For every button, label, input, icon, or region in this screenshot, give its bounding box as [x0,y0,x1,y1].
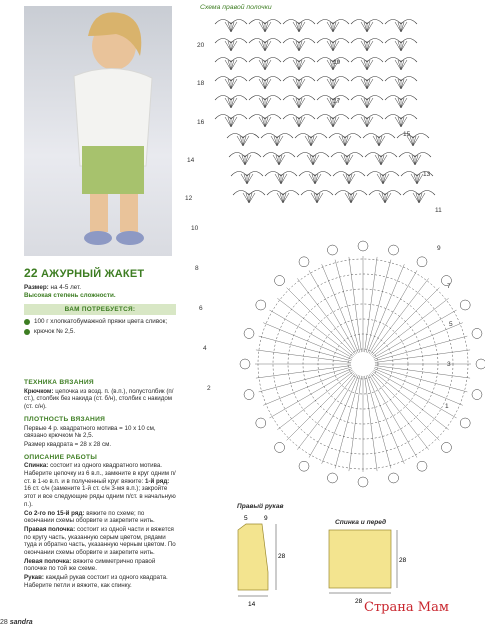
motif-picot [358,477,368,487]
technique-header: ТЕХНИКА ВЯЗАНИЯ [24,379,94,386]
stitch-mark [367,22,373,32]
materials-header: ВАМ ПОТРЕБУЕТСЯ: [24,304,176,315]
motif-stitch [322,375,359,464]
instructions [24,374,176,590]
material-item: крючок № 2,5. [24,328,176,336]
stitch-mark [395,117,401,127]
stitch-mark [277,136,283,146]
row-number: 6 [199,305,203,312]
bullet-icon [24,329,30,335]
stitch-mark [259,60,265,70]
stitch-mark [299,79,305,89]
stitch-mark [259,79,265,89]
row-number: 1 [445,403,449,410]
stitch-mark [245,155,251,165]
stitch-mark [415,155,421,165]
row-number: 14 [187,157,195,164]
motif-picot [275,442,285,452]
motif-picot [240,359,250,369]
row-number: 11 [435,207,442,214]
site-watermark: Страна Мам [364,600,449,615]
motif-stitch [365,257,378,352]
stitch-mark [411,174,417,184]
stitch-mark [401,41,407,51]
stitch-mark [395,98,401,108]
stitch-mark [277,193,283,203]
motif-stitch [368,264,405,353]
stitch-mark [395,22,401,32]
stitch-mark [401,22,407,32]
stitch-mark [361,98,367,108]
motif-stitch [375,336,468,361]
motif-picot [299,461,309,471]
stitch-mark [395,60,401,70]
stitch-mark [299,117,305,127]
motif-picot [244,328,254,338]
stitch-mark [225,41,231,51]
motif-picot [472,328,482,338]
row-number: 10 [191,225,199,232]
stitch-mark [293,60,299,70]
stitch-mark [225,98,231,108]
motif-picot [275,276,285,286]
stitch-mark [305,136,311,146]
back-pattern [325,526,415,606]
stitch-mark [339,136,345,146]
stitch-mark [311,193,317,203]
stitch-mark [271,136,277,146]
motif-stitch [366,376,391,469]
stitch-mark [315,174,321,184]
stitch-mark [225,60,231,70]
description-header: ОПИСАНИЕ РАБОТЫ [24,453,98,461]
stitch-mark [259,22,265,32]
bullet-icon [24,319,30,325]
row-number: 5 [449,321,453,328]
back-label: Спинка и перед [335,519,387,526]
motif-picot [389,473,399,483]
stitch-mark [265,98,271,108]
stitch-mark [385,193,391,203]
motif-picot [460,418,470,428]
motif-stitch [365,376,378,471]
sleeve-top-right: 9 [264,515,268,522]
density-header: ПЛОТНОСТЬ ВЯЗАНИЯ [24,415,106,423]
motif-stitch [368,375,405,464]
stitch-mark [273,155,279,165]
stitch-mark [259,41,265,51]
diagram-rows [215,20,435,204]
description-paragraph: Левая полочка: вяжите симметрично правой полочке по той же схеме. [24,557,156,573]
stitch-mark [383,174,389,184]
row-number: 8 [195,265,199,272]
stitch-mark [349,174,355,184]
stitch-mark [413,193,419,203]
stitch-mark [241,174,247,184]
motif-picot [417,461,427,471]
stitch-mark [341,155,347,165]
back-width: 28 [355,598,363,605]
stitch-mark [401,117,407,127]
size-label: Размер: [24,284,49,291]
sleeve-label: Правый рукав [237,503,284,510]
stitch-mark [419,193,425,203]
stitch-mark [309,174,315,184]
stitch-mark [231,117,237,127]
size-info [24,284,176,300]
stitch-mark [395,79,401,89]
stitch-mark [401,79,407,89]
stitch-mark [299,98,305,108]
stitch-mark [367,98,373,108]
motif-stitch [374,323,463,360]
stitch-mark [401,60,407,70]
stitch-mark [243,136,249,146]
motif-stitch [256,350,351,363]
stitch-mark [333,41,339,51]
page-number: 28 [0,619,8,626]
stitch-mark [343,174,349,184]
stitch-mark [299,22,305,32]
stitch-mark [293,79,299,89]
stitch-mark [231,60,237,70]
row-number: 20 [197,42,205,49]
stitch-mark [225,22,231,32]
motif-stitch [322,264,359,353]
motif-picot [244,390,254,400]
article-header [24,266,176,338]
materials-list [24,318,176,336]
row-number: 19 [333,59,341,66]
row-number: 13 [423,171,431,178]
motif-stitch [263,369,352,406]
motif-picot [327,473,337,483]
back-shape [329,530,391,588]
stitch-mark [413,136,419,146]
stitch-mark [293,117,299,127]
stitch-mark [361,117,367,127]
stitch-mark [265,22,271,32]
motif-picot [256,418,266,428]
motif-stitch [349,257,362,352]
sleeve-shape [238,524,268,590]
material-item: 100 г хлопкатобумажной пряжи цвета сливок; [24,318,176,326]
motif-stitch [375,366,470,379]
stitch-mark [367,41,373,51]
stitch-mark [249,193,255,203]
size-value: на 4-5 лет. [50,284,82,291]
description-paragraph: Спинка: состоит из одного квадратного мотива. Наберите цепочку из 6 в.п., замкните в круг одним п/ст. в 1-ю в.п. и в полученный круг вяжите: 1-й ряд: 16 ст. с/н (замените 1-й ст. с/н 3-мя в.п.); закройте этот и все следующие ряды одним п/ст. в начальную п.). [24,462,176,508]
stitch-mark [259,98,265,108]
scheme-title: Схема правой полочки [200,4,272,11]
stitch-mark [231,41,237,51]
row-number: 12 [185,195,193,202]
density-square: Размер квадрата = 28 х 28 см. [24,440,112,448]
stitch-mark [409,155,415,165]
motif-picot [441,442,451,452]
stitch-mark [381,155,387,165]
stitch-mark [361,60,367,70]
stitch-mark [265,60,271,70]
motif-stitch [371,288,439,356]
motif-picot [472,390,482,400]
stitch-mark [345,136,351,146]
row-number: 4 [203,345,207,352]
stitch-mark [395,41,401,51]
stitch-mark [293,41,299,51]
article-number: 22 [24,266,38,280]
row-number: 2 [207,385,211,392]
stitch-mark [333,22,339,32]
stitch-mark [259,117,265,127]
sleeve-width: 14 [248,601,256,608]
row-number: 3 [447,361,451,368]
stitch-mark [367,117,373,127]
stitch-mark [377,174,383,184]
magazine-brand: sandra [9,619,33,626]
description-paragraph: Рукав: каждый рукав состоит из одного квадрата. Наберите петли и вяжите, как спинку. [24,574,168,589]
stitch-mark [373,136,379,146]
stitch-mark [361,41,367,51]
stitch-mark [401,98,407,108]
stitch-mark [299,60,305,70]
crochet-diagram [185,4,485,490]
density-text: Первые 4 р. квадратного мотива = 10 х 10 см, связано крючком № 2,5. [24,424,156,440]
stitch-mark [361,22,367,32]
row-number: 15 [403,131,411,138]
stitch-mark [243,193,249,203]
page-footer [0,619,33,626]
stitch-mark [225,79,231,89]
motif-stitch [256,366,351,379]
stitch-mark [379,193,385,203]
stitch-mark [333,79,339,89]
difficulty-text: Высокая степень сложности. [24,292,116,299]
stitch-mark [265,79,271,89]
motif-stitch [287,288,355,356]
child-photo [24,6,172,256]
motif-picot [299,257,309,267]
stitch-mark [311,136,317,146]
motif-stitch [335,376,360,469]
sleeve-height: 28 [278,553,286,560]
stitch-mark [231,79,237,89]
row-number: 17 [333,98,341,105]
stitch-mark [231,22,237,32]
description-paragraph: Со 2-го по 15-й ряд: вяжите по схеме; по окончании схемы оборвите и закрепите нить. [24,509,155,525]
stitch-mark [379,136,385,146]
stitch-mark [281,174,287,184]
motif-picot [327,245,337,255]
row-number-labels [185,42,453,410]
stitch-mark [275,174,281,184]
stitch-mark [327,41,333,51]
motif-stitch [263,323,352,360]
article-title-text: АЖУРНЫЙ ЖАКЕТ [41,268,145,280]
motif-picot [476,359,485,369]
motif-picot [358,241,368,251]
stitch-mark [225,117,231,127]
motif-picot [389,245,399,255]
motif-stitch [375,350,470,363]
stitch-mark [293,22,299,32]
row-number: 16 [197,119,205,126]
motif-stitch [374,369,463,406]
stitch-mark [293,98,299,108]
motif-stitch [371,372,439,440]
technique-text: Крючком: цепочка из возд. п. (в.п.), полустолбик (п/ст.), столбик без накида (ст. б/н), столбик с накидом (ст. с/н). [24,387,174,411]
stitch-mark [375,155,381,165]
stitch-mark [345,193,351,203]
stitch-mark [317,193,323,203]
motif-stitch [287,372,355,440]
article-title [24,266,176,280]
stitch-mark [247,174,253,184]
stitch-mark [279,155,285,165]
motif-stitch [349,376,362,471]
motif-picot [460,300,470,310]
stitch-mark [327,79,333,89]
stitch-mark [237,136,243,146]
sleeve-pattern [232,512,292,612]
stitch-mark [307,155,313,165]
stitch-mark [265,117,271,127]
stitch-mark [327,22,333,32]
stitch-mark [299,41,305,51]
stitch-mark [313,155,319,165]
row-number: 7 [447,283,451,290]
stitch-mark [327,117,333,127]
sleeve-top-left: 5 [244,515,248,522]
description-paragraph: Правая полочка: состоит из одной части и вяжется по кругу часть, указанную серым цветом, рядами туда и обратно часть, указанную черным цветом. По окончании схемы оборвите и закрепите нить. [24,525,176,557]
stitch-mark [283,193,289,203]
row-number: 18 [197,80,205,87]
stitch-mark [239,155,245,165]
motif-stitch [259,336,352,361]
motif-picot [417,257,427,267]
stitch-mark [367,60,373,70]
stitch-mark [333,117,339,127]
row-number: 9 [437,245,441,252]
stitch-mark [347,155,353,165]
stitch-mark [351,193,357,203]
motif-picot [256,300,266,310]
stitch-mark [367,79,373,89]
stitch-mark [265,41,271,51]
back-height: 28 [399,557,407,564]
stitch-mark [361,79,367,89]
stitch-mark [231,98,237,108]
